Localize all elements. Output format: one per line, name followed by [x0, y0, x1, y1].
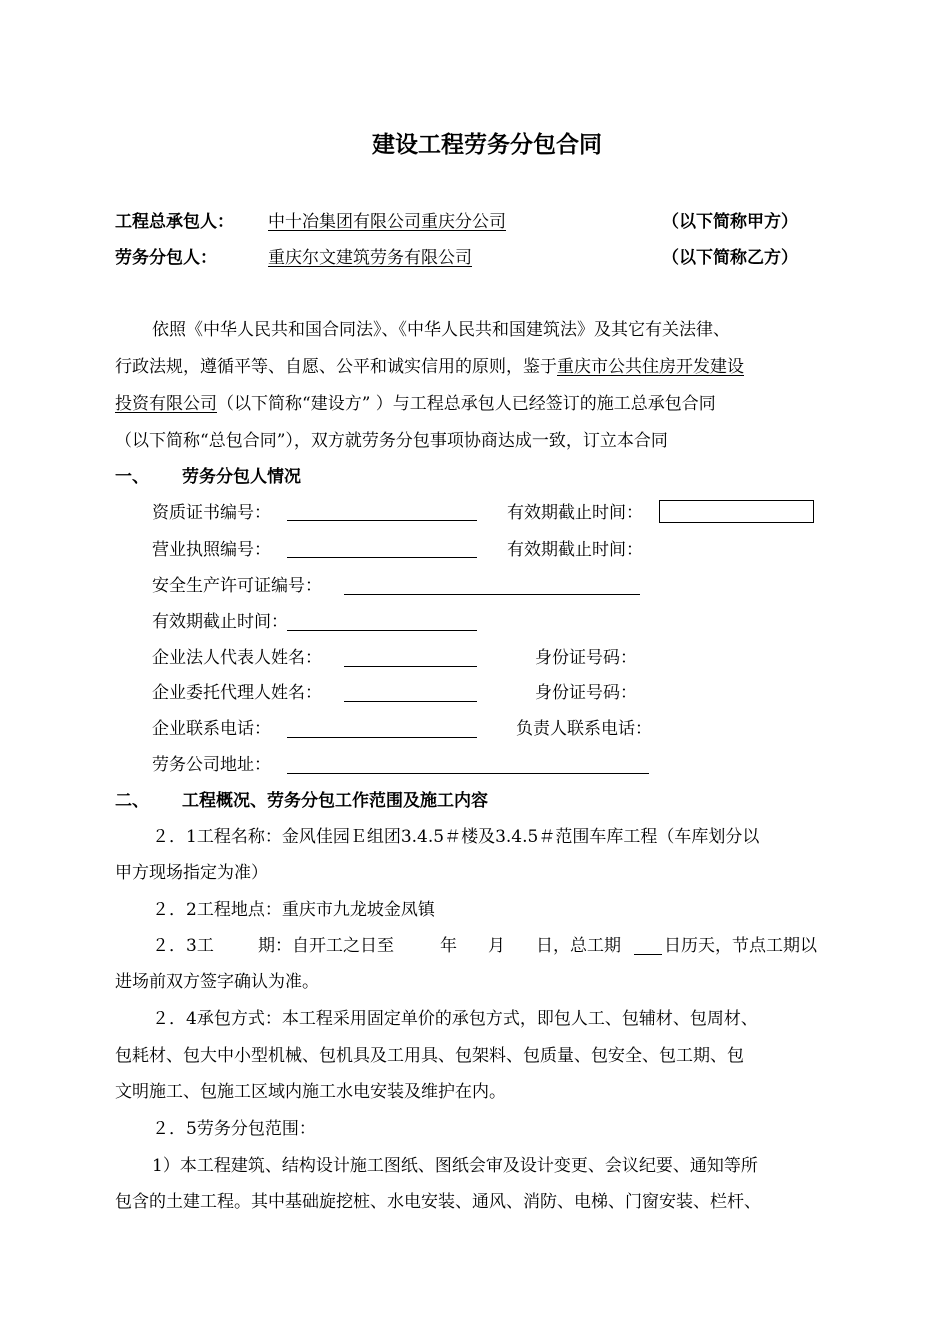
- general-contractor-alias: （以下简称甲方）: [662, 212, 798, 232]
- duration-day: 日，总工期: [536, 936, 621, 956]
- subcontractor-label: 劳务分包人：: [115, 248, 217, 268]
- address-label: 劳务公司地址：: [152, 755, 271, 775]
- scope-heading: ２．5劳务分包范围：: [152, 1119, 316, 1139]
- section-number: 二、: [115, 791, 149, 811]
- cert-expiry-label: 有效期截止时间：: [507, 503, 643, 523]
- project-name-line: 甲方现场指定为准）: [115, 863, 268, 883]
- general-contractor-label: 工程总承包人：: [115, 212, 234, 232]
- preamble-line: [115, 394, 716, 414]
- cert-expiry-field[interactable]: [659, 500, 814, 523]
- duration-tail: 日历天，节点工期以: [664, 936, 817, 956]
- duration-year: 年: [440, 936, 457, 956]
- legal-rep-field[interactable]: [344, 666, 477, 667]
- duration-line: 进场前双方签字确认为准。: [115, 972, 319, 992]
- legal-id-label: 身份证号码：: [535, 648, 637, 668]
- section-heading: 劳务分包人情况: [182, 467, 301, 487]
- developer-name-cont: 投资有限公司: [115, 394, 217, 414]
- contract-method-line: 文明施工、包施工区域内施工水电安装及维护在内。: [115, 1082, 506, 1102]
- contract-method-line: ２．4承包方式：本工程采用固定单价的承包方式，即包人工、包辅材、包周材、: [152, 1009, 758, 1029]
- preamble-text: （以下简称“建设方” ）与工程总承包人已经签订的施工总承包合同: [217, 394, 716, 414]
- general-contractor-name: 中十冶集团有限公司重庆分公司: [268, 212, 506, 232]
- safety-expiry-field[interactable]: [287, 630, 477, 631]
- subcontractor-alias: （以下简称乙方）: [662, 248, 798, 268]
- phone-label: 企业联系电话：: [152, 719, 271, 739]
- section-number: 一、: [115, 467, 149, 487]
- project-name-line: ２．1工程名称：金风佳园Ｅ组团3.4.5＃楼及3.4.5＃范围车库工程（车库划分以: [152, 827, 760, 847]
- preamble-line: （以下简称“总包合同”），双方就劳务分包事项协商达成一致，订立本合同: [115, 431, 668, 451]
- address-field[interactable]: [287, 773, 649, 774]
- duration-start: 期：自开工之日至: [258, 936, 394, 956]
- preamble-line: [115, 357, 744, 377]
- cert-no-field[interactable]: [287, 520, 477, 521]
- license-no-label: 营业执照编号：: [152, 540, 271, 560]
- section-heading: 工程概况、劳务分包工作范围及施工内容: [182, 791, 488, 811]
- legal-rep-label: 企业法人代表人姓名：: [152, 648, 322, 668]
- safety-expiry-label: 有效期截止时间：: [152, 612, 288, 632]
- total-days-field[interactable]: [634, 954, 662, 955]
- project-location: ２．2工程地点：重庆市九龙坡金凤镇: [152, 900, 435, 920]
- duration-month: 月: [488, 936, 505, 956]
- license-no-field[interactable]: [287, 557, 477, 558]
- safety-no-label: 安全生产许可证编号：: [152, 576, 322, 596]
- preamble-line: 依照《中华人民共和国合同法》、《中华人民共和国建筑法》及其它有关法律、: [152, 320, 730, 340]
- agent-id-label: 身份证号码：: [535, 683, 637, 703]
- subcontractor-name: 重庆尔文建筑劳务有限公司: [268, 248, 472, 268]
- phone-field[interactable]: [287, 737, 477, 738]
- agent-field[interactable]: [344, 701, 477, 702]
- preamble-text: 行政法规，遵循平等、自愿、公平和诚实信用的原则，鉴于: [115, 357, 557, 377]
- scope-line: 包含的土建工程。其中基础旋挖桩、水电安装、通风、消防、电梯、门窗安装、栏杆、: [115, 1192, 761, 1212]
- safety-no-field[interactable]: [344, 594, 640, 595]
- developer-name: 重庆市公共住房开发建设: [557, 357, 744, 377]
- contract-method-line: 包耗材、包大中小型机械、包机具及工用具、包架料、包质量、包安全、包工期、包: [115, 1046, 744, 1066]
- agent-label: 企业委托代理人姓名：: [152, 683, 322, 703]
- manager-phone-label: 负责人联系电话：: [516, 719, 652, 739]
- scope-line: 1）本工程建筑、结构设计施工图纸、图纸会审及设计变更、会议纪要、通知等所: [152, 1156, 758, 1176]
- page-title: 建设工程劳务分包合同: [372, 132, 602, 158]
- duration-label: ２．3工: [152, 936, 214, 956]
- cert-no-label: 资质证书编号：: [152, 503, 271, 523]
- license-expiry-label: 有效期截止时间：: [507, 540, 643, 560]
